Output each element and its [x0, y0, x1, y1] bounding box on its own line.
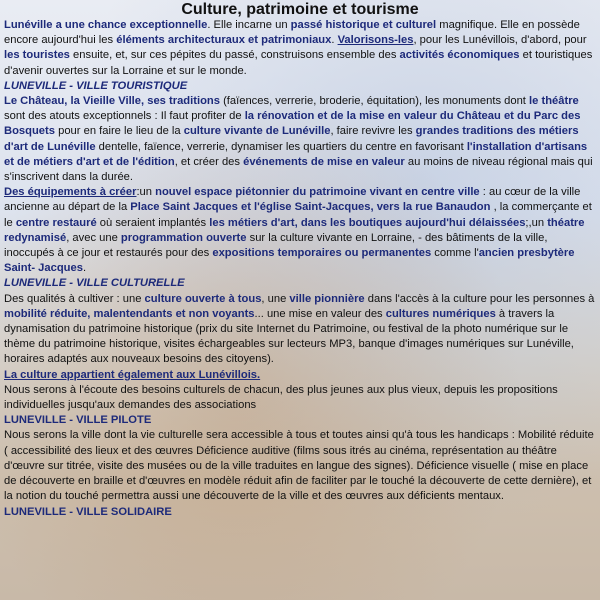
touristique-paragraph: Le Château, la Vieille Ville, ses traditions (faïences, verrerie, broderie, équitation), les monuments dont le théâtre sont des atouts exceptionnels : Il faut profiter de la rénovation et de la mise en valeur du Château et du Parc des Bosquets pour en faire le lieu de la culture vivante de Lunéville, faire revivre les grandes traditions des métiers d'art de Lunéville dentelle, faïence, verrerie, dynamiser les quartiers du centre en favorisant l'installation d'artisans et de métiers d'art et de l'édition, et créer des événements de mise en valeur au moins de niveau régional mais qui s'inscrivent dans la durée. [4, 95, 593, 184]
section-heading-solidaire: LUNEVILLE - VILLE SOLIDAIRE [4, 505, 172, 518]
document-page [4, 0, 596, 520]
section-heading-touristique: LUNEVILLE - VILLE TOURISTIQUE [4, 79, 188, 92]
pilote-paragraph: Nous serons la ville dont la vie culturelle sera accessible à tous et toutes ainsi qu'à tous les handicaps : Mobilité réduite ( accessibilité des lieux et des œuvres Déficience auditive (films sous itrés au cinéma, représentation au théâtre d'œuvre sur titrée, visite des musées ou de la ville traduites en langue des signes). Déficience visuelle ( mise en place de découverte en braille et d'œuvres en modèle réduit afin de faciliter par le touché la découverte de cette dernière), et la notion du touché permettra aussi une découverte de la ville et des œuvres aux déficients mentaux. [4, 429, 594, 503]
intro-paragraph: Lunéville a une chance exceptionnelle. Elle incarne un passé historique et culturel magnifique. Elle en possède encore aujourd'hui les éléments architecturaux et patrimoniaux. Valorisons-les, pour les Lunévillois, d'abord, pour les touristes ensuite, et, sur ces pépites du passé, construisons ensemble des activités économiques et touristiques d'avenir ouvertes sur la Lorraine et sur le monde. [4, 19, 593, 77]
valorisons-link: Valorisons-les [337, 34, 414, 47]
lunevillois-paragraph: Nous serons à l'écoute des besoins culturels de chacun, des plus jeunes aux plus vieux, depuis les propositions individuelles jusqu'aux demandes des associations [4, 383, 558, 412]
section-heading-culturelle: LUNEVILLE - VILLE CULTURELLE [4, 277, 185, 290]
section-heading-lunevillois: La culture appartient également aux Lunévillois. [4, 368, 261, 381]
equipements-paragraph: Des équipements à créer:un nouvel espace piétonnier du patrimoine vivant en centre ville : au cœur de la ville ancienne au départ de la Place Saint Jacques et l'église Saint-Jacques, vers la rue Banaudon , la commerçante et le centre restauré où seraient implantés les métiers d'art, dans les boutiques aujourd'hui délaissées;,un théatre redynamisé, avec une programmation ouverte sur la culture vivante en Lorraine, - des bâtiments de la ville, inoccupés à ce jour et restaurés pour des expositions temporaires ou permanentes comme l'ancien presbytère Saint- Jacques. [4, 186, 592, 275]
section-heading-pilote: LUNEVILLE - VILLE PILOTE [4, 414, 152, 427]
culturelle-paragraph: Des qualités à cultiver : une culture ouverte à tous, une ville pionnière dans l'accès à la culture pour les personnes à mobilité réduite, malentendants et non voyants... une mise en valeur des cultures numériques à travers la dynamisation du patrimoine historique (prix du site Internet du Patrimoine, ou festival de la photo numérique sur le thème du patrimoine historique, visites échargeables sur lecteurs MP3, banque d'images numériques sur Lunéville, horaires adaptés aux nouveaux besoins des citoyens). [4, 292, 595, 366]
page-title: Culture, patrimoine et tourisme [181, 1, 419, 18]
